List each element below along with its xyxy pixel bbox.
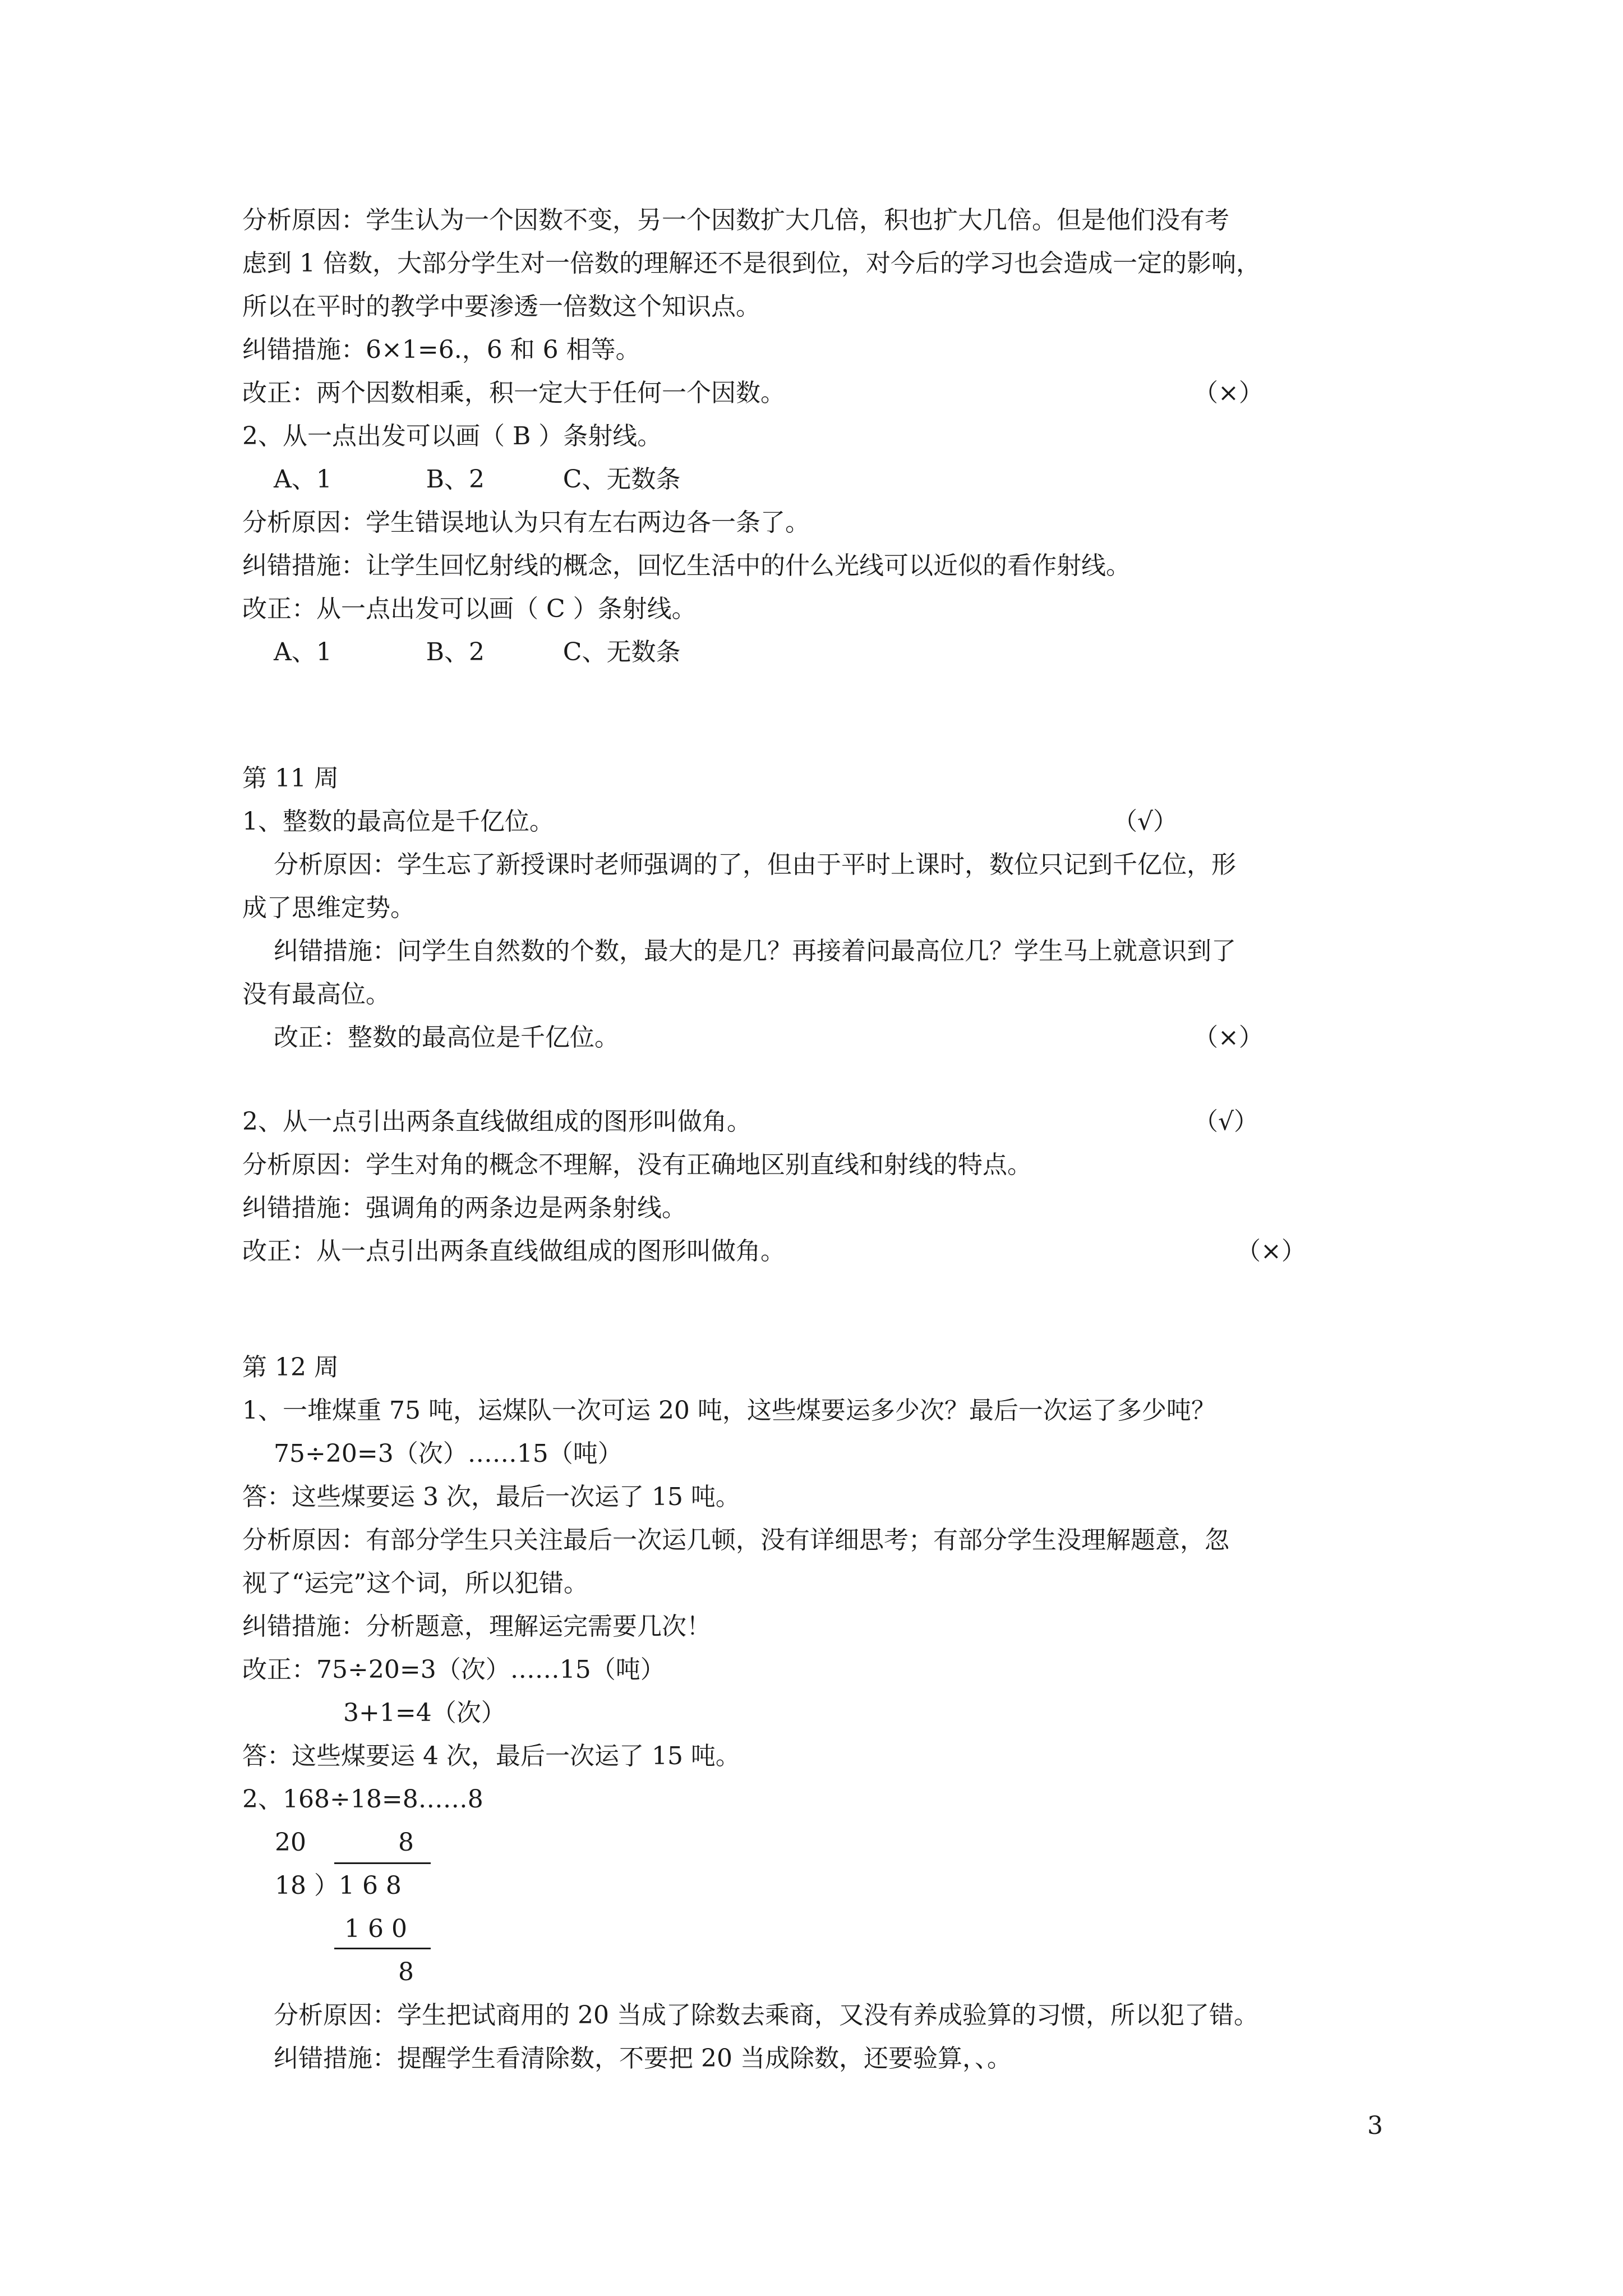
division-subtract-line <box>334 1948 431 1949</box>
correction-answer: 答：这些煤要运 4 次，最后一次运了 15 吨。 <box>242 1742 740 1770</box>
student-answer-equation: 75÷20=3（次）……15（吨） <box>274 1439 623 1468</box>
correction-line: 改正：从一点引出两条直线做组成的图形叫做角。 <box>242 1237 785 1266</box>
question-1: 1、一堆煤重 75 吨，运煤队一次可运 20 吨，这些煤要运多少次？最后一次运了多少吨？ <box>242 1396 1216 1425</box>
week-heading: 第 11 周 <box>242 764 339 793</box>
question-2: 2、从一点引出两条直线做组成的图形叫做角。 <box>242 1107 751 1136</box>
judgement-mark: （√） <box>1113 807 1178 836</box>
correction-measure: 纠错措施：分析题意，理解运完需要几次！ <box>242 1612 711 1641</box>
correction-equation: 改正：75÷20=3（次）……15（吨） <box>242 1655 665 1684</box>
page-number: 3 <box>1367 2111 1383 2140</box>
question-2: 2、168÷18=8……8 <box>242 1785 483 1814</box>
week-heading: 第 12 周 <box>242 1353 339 1382</box>
division-dividend-row: 18 ）1 6 8 <box>275 1871 402 1900</box>
judgement-mark: （×） <box>1236 1237 1306 1266</box>
question-options: A、1 B、2 C、无数条 <box>274 465 681 494</box>
judgement-mark: （√） <box>1193 1107 1259 1136</box>
correction-measure: 纠错措施：6×1=6.，6 和 6 相等。 <box>242 335 640 364</box>
question-options: A、1 B、2 C、无数条 <box>274 638 681 666</box>
analysis-line-2: 虑到 1 倍数，大部分学生对一倍数的理解还不是很到位，对今后的学习也会造成一定的影响， <box>242 249 1261 278</box>
analysis-line-2: 成了思维定势。 <box>242 894 415 922</box>
division-remainder: 8 <box>398 1958 414 1986</box>
analysis-line-1: 分析原因：学生忘了新授课时老师强调的了，但由于平时上课时，数位只记到千亿位，形 <box>274 850 1236 879</box>
analysis-line: 分析原因：学生对角的概念不理解，没有正确地区别直线和射线的特点。 <box>242 1151 1032 1179</box>
division-trial-quotient: 20 <box>275 1828 306 1857</box>
correction-measure-2: 没有最高位。 <box>242 980 390 1009</box>
correction-measure: 纠错措施：提醒学生看清除数，不要把 20 当成除数，还要验算，、。 <box>274 2044 1012 2073</box>
division-bar <box>334 1862 431 1864</box>
student-answer: 答：这些煤要运 3 次，最后一次运了 15 吨。 <box>242 1483 740 1511</box>
correction-measure-1: 纠错措施：问学生自然数的个数，最大的是几？再接着问最高位几？学生马上就意识到了 <box>274 937 1236 965</box>
analysis-line-3: 所以在平时的教学中要渗透一倍数这个知识点。 <box>242 292 760 321</box>
correction-measure: 纠错措施：让学生回忆射线的概念，回忆生活中的什么光线可以近似的看作射线。 <box>242 551 1131 580</box>
analysis-line-1: 分析原因：学生认为一个因数不变，另一个因数扩大几倍，积也扩大几倍。但是他们没有考 <box>242 206 1229 234</box>
analysis-line: 分析原因：学生把试商用的 20 当成了除数去乘商，又没有养成验算的习惯，所以犯了错。 <box>274 2001 1258 2030</box>
correction-equation-2: 3+1=4（次） <box>343 1699 506 1727</box>
analysis-line-1: 分析原因：有部分学生只关注最后一次运几顿，没有详细思考；有部分学生没理解题意，忽 <box>242 1526 1229 1554</box>
correction-line: 改正：从一点出发可以画（ C ）条射线。 <box>242 595 697 623</box>
question-2: 2、从一点出发可以画（ B ）条射线。 <box>242 422 662 450</box>
judgement-mark: （×） <box>1193 1023 1264 1052</box>
question-1: 1、整数的最高位是千亿位。 <box>242 807 554 836</box>
correction-line: 改正：整数的最高位是千亿位。 <box>274 1023 619 1052</box>
correction-line: 改正：两个因数相乘，积一定大于任何一个因数。 <box>242 379 785 407</box>
division-product: 1 6 0 <box>344 1915 407 1943</box>
correction-measure: 纠错措施：强调角的两条边是两条射线。 <box>242 1194 686 1222</box>
judgement-mark: （×） <box>1193 379 1264 407</box>
analysis-line: 分析原因：学生错误地认为只有左右两边各一条了。 <box>242 508 810 537</box>
division-quotient: 8 <box>398 1828 414 1857</box>
analysis-line-2: 视了“运完”这个词，所以犯错。 <box>242 1569 588 1598</box>
